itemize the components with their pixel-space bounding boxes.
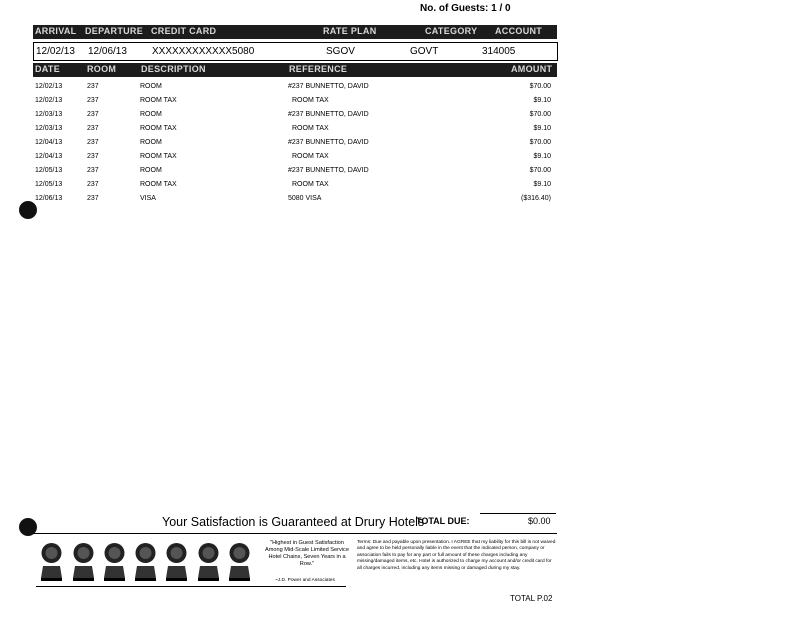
row-description: ROOM bbox=[140, 167, 162, 174]
table-row bbox=[33, 123, 557, 137]
award-badge-icon bbox=[197, 542, 220, 582]
row-amount: ($316.40) bbox=[521, 195, 551, 202]
row-room: 237 bbox=[87, 83, 99, 90]
row-reference: #237 BUNNETTO, DAVID bbox=[288, 167, 369, 174]
row-room: 237 bbox=[87, 153, 99, 160]
header-category: CATEGORY bbox=[425, 26, 478, 36]
table-row bbox=[33, 179, 557, 193]
row-amount: $9.10 bbox=[533, 153, 551, 160]
row-reference: ROOM TAX bbox=[292, 97, 329, 104]
row-date: 12/05/13 bbox=[35, 167, 63, 174]
category: GOVT bbox=[410, 46, 439, 57]
header-credit-card: CREDIT CARD bbox=[151, 26, 217, 36]
row-date: 12/06/13 bbox=[35, 195, 63, 202]
table-row bbox=[33, 95, 557, 109]
row-description: ROOM TAX bbox=[140, 125, 177, 132]
table-row bbox=[33, 137, 557, 151]
row-date: 12/02/13 bbox=[35, 83, 63, 90]
row-reference: #237 BUNNETTO, DAVID bbox=[288, 111, 369, 118]
page-footer: TOTAL P.02 bbox=[510, 594, 553, 603]
departure-date: 12/06/13 bbox=[88, 46, 127, 57]
row-date: 12/02/13 bbox=[35, 97, 63, 104]
header-amount: AMOUNT bbox=[511, 64, 553, 74]
row-room: 237 bbox=[87, 181, 99, 188]
footer-rule bbox=[33, 533, 557, 534]
badge-rule bbox=[36, 586, 346, 587]
award-quote: "Highest in Guest Satisfaction Among Mid-Scale Limited Service Hotel Chains, Seven Years in a Row." bbox=[265, 540, 349, 567]
header-room: ROOM bbox=[87, 64, 117, 74]
guest-count: No. of Guests: 1 / 0 bbox=[420, 3, 511, 14]
row-amount: $9.10 bbox=[533, 181, 551, 188]
row-date: 12/04/13 bbox=[35, 139, 63, 146]
table-row bbox=[33, 109, 557, 123]
row-room: 237 bbox=[87, 111, 99, 118]
table-row bbox=[33, 151, 557, 165]
row-description: VISA bbox=[140, 195, 156, 202]
punch-hole-icon bbox=[19, 201, 37, 219]
header-departure: DEPARTURE bbox=[85, 26, 144, 36]
award-quote-source: ~J.D. Power and Associates bbox=[275, 578, 335, 583]
table-row bbox=[33, 165, 557, 179]
row-date: 12/03/13 bbox=[35, 111, 63, 118]
row-amount: $9.10 bbox=[533, 97, 551, 104]
total-due-label: TOTAL DUE: bbox=[416, 516, 470, 526]
header-account: ACCOUNT bbox=[495, 26, 543, 36]
row-description: ROOM TAX bbox=[140, 153, 177, 160]
row-amount: $70.00 bbox=[529, 83, 551, 90]
row-amount: $70.00 bbox=[529, 111, 551, 118]
header-date: DATE bbox=[35, 64, 61, 74]
row-room: 237 bbox=[87, 195, 99, 202]
header-rate-plan: RATE PLAN bbox=[323, 26, 377, 36]
table-row bbox=[33, 81, 557, 95]
row-date: 12/05/13 bbox=[35, 181, 63, 188]
row-reference: #237 BUNNETTO, DAVID bbox=[288, 83, 369, 90]
row-description: ROOM bbox=[140, 83, 162, 90]
header-arrival: ARRIVAL bbox=[35, 26, 77, 36]
row-amount: $70.00 bbox=[529, 167, 551, 174]
award-badge-icon bbox=[40, 542, 63, 582]
row-reference: 5080 VISA bbox=[288, 195, 322, 202]
row-reference: #237 BUNNETTO, DAVID bbox=[288, 139, 369, 146]
stay-info-box bbox=[33, 42, 558, 61]
folio-header-bar bbox=[33, 25, 557, 39]
award-badge-icon bbox=[228, 542, 251, 582]
row-reference: ROOM TAX bbox=[292, 181, 329, 188]
row-reference: ROOM TAX bbox=[292, 153, 329, 160]
arrival-date: 12/02/13 bbox=[36, 46, 75, 57]
row-description: ROOM TAX bbox=[140, 97, 177, 104]
award-badge-icon bbox=[72, 542, 95, 582]
total-rule bbox=[480, 513, 556, 514]
row-date: 12/04/13 bbox=[35, 153, 63, 160]
header-reference: REFERENCE bbox=[289, 64, 348, 74]
row-room: 237 bbox=[87, 125, 99, 132]
total-due-value: $0.00 bbox=[528, 516, 551, 526]
row-description: ROOM TAX bbox=[140, 181, 177, 188]
row-room: 237 bbox=[87, 97, 99, 104]
row-amount: $9.10 bbox=[533, 125, 551, 132]
header-description: DESCRIPTION bbox=[141, 64, 206, 74]
row-amount: $70.00 bbox=[529, 139, 551, 146]
award-badge-icon bbox=[103, 542, 126, 582]
row-description: ROOM bbox=[140, 139, 162, 146]
award-badge-icon bbox=[134, 542, 157, 582]
row-description: ROOM bbox=[140, 111, 162, 118]
detail-header-bar bbox=[33, 63, 557, 77]
terms-text: Terms: Due and payable upon presentation. I AGREE that my liability for this bill is not waived and agree to be held personally liable in the event that the indicated person, company or association fails to pay for any part or full amount of these charges including any missing/damaged items, etc. Hotel is authorized to charge my account and/or credit card for all charges incurred, including any items missing or damaged during my stay. bbox=[357, 540, 556, 571]
table-row bbox=[33, 193, 557, 207]
rate-plan: SGOV bbox=[326, 46, 355, 57]
account-number: 314005 bbox=[482, 46, 516, 57]
row-reference: ROOM TAX bbox=[292, 125, 329, 132]
award-badge-icon bbox=[165, 542, 188, 582]
row-date: 12/03/13 bbox=[35, 125, 63, 132]
row-room: 237 bbox=[87, 167, 99, 174]
row-room: 237 bbox=[87, 139, 99, 146]
satisfaction-slogan: Your Satisfaction is Guaranteed at Drury Hotels bbox=[162, 515, 425, 529]
credit-card-number: XXXXXXXXXXXX5080 bbox=[152, 46, 255, 57]
